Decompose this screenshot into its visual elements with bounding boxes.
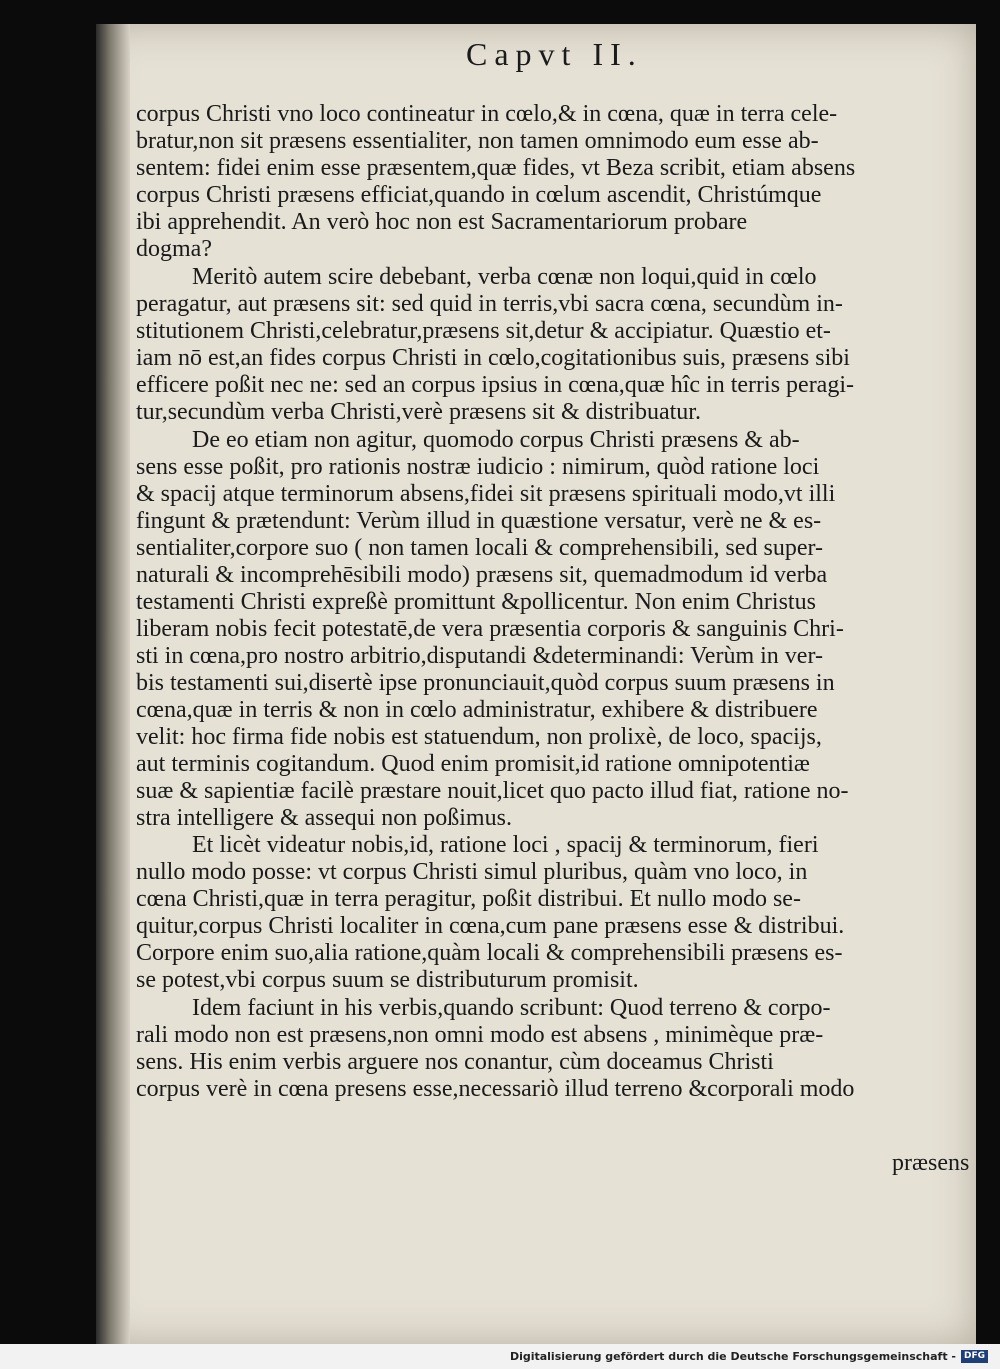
running-head: Capvt II. bbox=[466, 36, 643, 72]
text-line: ibi apprehendit. An verò hoc non est Sacramentariorum probare bbox=[136, 209, 748, 235]
funding-notice: Digitalisierung gefördert durch die Deutsche Forschungsgemeinschaft - bbox=[509, 1350, 956, 1363]
text-line: dogma? bbox=[136, 236, 212, 262]
text-line: sentialiter,corpore suo ( non tamen locali & comprehensibili, sed super- bbox=[136, 535, 824, 561]
text-line: corpus verè in cœna presens esse,necessariò illud terreno &corporali modo bbox=[136, 1076, 855, 1102]
text-line: naturali & incomprehēsibili modo) præsens sit, quemadmodum id verba bbox=[136, 562, 828, 588]
text-line: suæ & sapientiæ facilè præstare nouit,licet quo pacto illud fiat, ratione no- bbox=[136, 778, 849, 804]
text-line: bratur,non sit præsens essentialiter, non tamen omnimodo eum esse ab- bbox=[136, 128, 819, 154]
text-line: efficere poßit nec ne: sed an corpus ipsius in cœna,quæ hîc in terris peragi- bbox=[136, 372, 854, 398]
text-line: De eo etiam non agitur, quomodo corpus Christi præsens & ab- bbox=[192, 427, 800, 453]
text-line: Idem faciunt in his verbis,quando scribunt: Quod terreno & corpo- bbox=[192, 995, 831, 1021]
text-line: corpus Christi vno loco contineatur in cœlo,& in cœna, quæ in terra cele- bbox=[136, 101, 838, 127]
text-line: sti in cœna,pro nostro arbitrio,disputandi &determinandi: Verùm in ver- bbox=[136, 643, 823, 669]
text-line: fingunt & prætendunt: Verùm illud in quæstione versatur, verè ne & es- bbox=[136, 508, 822, 534]
text-line: quitur,corpus Christi localiter in cœna,cum pane præsens esse & distribui. bbox=[136, 913, 845, 939]
page-gutter-shadow bbox=[96, 24, 130, 1344]
text-line: cœna,quæ in terris & non in cœlo administratur, exhibere & distribuere bbox=[136, 697, 818, 723]
text-line: sens esse poßit, pro rationis nostræ iudicio : nimirum, quòd ratione loci bbox=[136, 454, 820, 480]
text-line: testamenti Christi expreßè promittunt &pollicentur. Non enim Christus bbox=[136, 589, 816, 615]
text-line: tur,secundùm verba Christi,verè præsens sit & distribuatur. bbox=[136, 399, 701, 425]
text-line: se potest,vbi corpus suum se distributurum promisit. bbox=[136, 967, 639, 993]
text-line: liberam nobis fecit potestatē,de vera præsentia corporis & sanguinis Chri- bbox=[136, 616, 844, 642]
text-line: sens. His enim verbis arguere nos conantur, cùm doceamus Christi bbox=[136, 1049, 774, 1075]
text-line: rali modo non est præsens,non omni modo est absens , minimèque præ- bbox=[136, 1022, 824, 1048]
text-line: Corpore enim suo,alia ratione,quàm locali & comprehensibili præsens es- bbox=[136, 940, 843, 966]
text-line: sentem: fidei enim esse præsentem,quæ fides, vt Beza scribit, etiam absens bbox=[136, 155, 856, 181]
text-line: iam nō est,an fides corpus Christi in cœlo,cogitationibus suis, præsens sibi bbox=[136, 345, 850, 371]
text-line: stitutionem Christi,celebratur,præsens sit,detur & accipiatur. Quæstio et- bbox=[136, 318, 831, 344]
text-line: cœna Christi,quæ in terra peragitur, poßit distribui. Et nullo modo se- bbox=[136, 886, 801, 912]
text-line: aut terminis cogitandum. Quod enim promisit,id ratione omnipotentiæ bbox=[136, 751, 810, 777]
text-line: & spacij atque terminorum absens,fidei sit præsens spirituali modo,vt illi bbox=[136, 481, 836, 507]
text-line: stra intelligere & assequi non poßimus. bbox=[136, 805, 512, 831]
text-line: peragatur, aut præsens sit: sed quid in terris,vbi sacra cœna, secundùm in- bbox=[136, 291, 843, 317]
text-line: Meritò autem scire debebant, verba cœnæ non loqui,quid in cœlo bbox=[192, 264, 817, 290]
text-line: bis testamenti sui,disertè ipse pronunciauit,quòd corpus suum præsens in bbox=[136, 670, 835, 696]
dfg-logo: DFG bbox=[961, 1350, 988, 1363]
text-line: velit: hoc firma fide nobis est statuendum, non prolixè, de loco, spacijs, bbox=[136, 724, 822, 750]
text-line: corpus Christi præsens efficiat,quando in cœlum ascendit, Christúmque bbox=[136, 182, 822, 208]
catchword: præsens bbox=[892, 1150, 970, 1176]
text-line: Et licèt videatur nobis,id, ratione loci , spacij & terminorum, fieri bbox=[192, 832, 819, 858]
text-line: nullo modo posse: vt corpus Christi simul pluribus, quàm vno loco, in bbox=[136, 859, 808, 885]
